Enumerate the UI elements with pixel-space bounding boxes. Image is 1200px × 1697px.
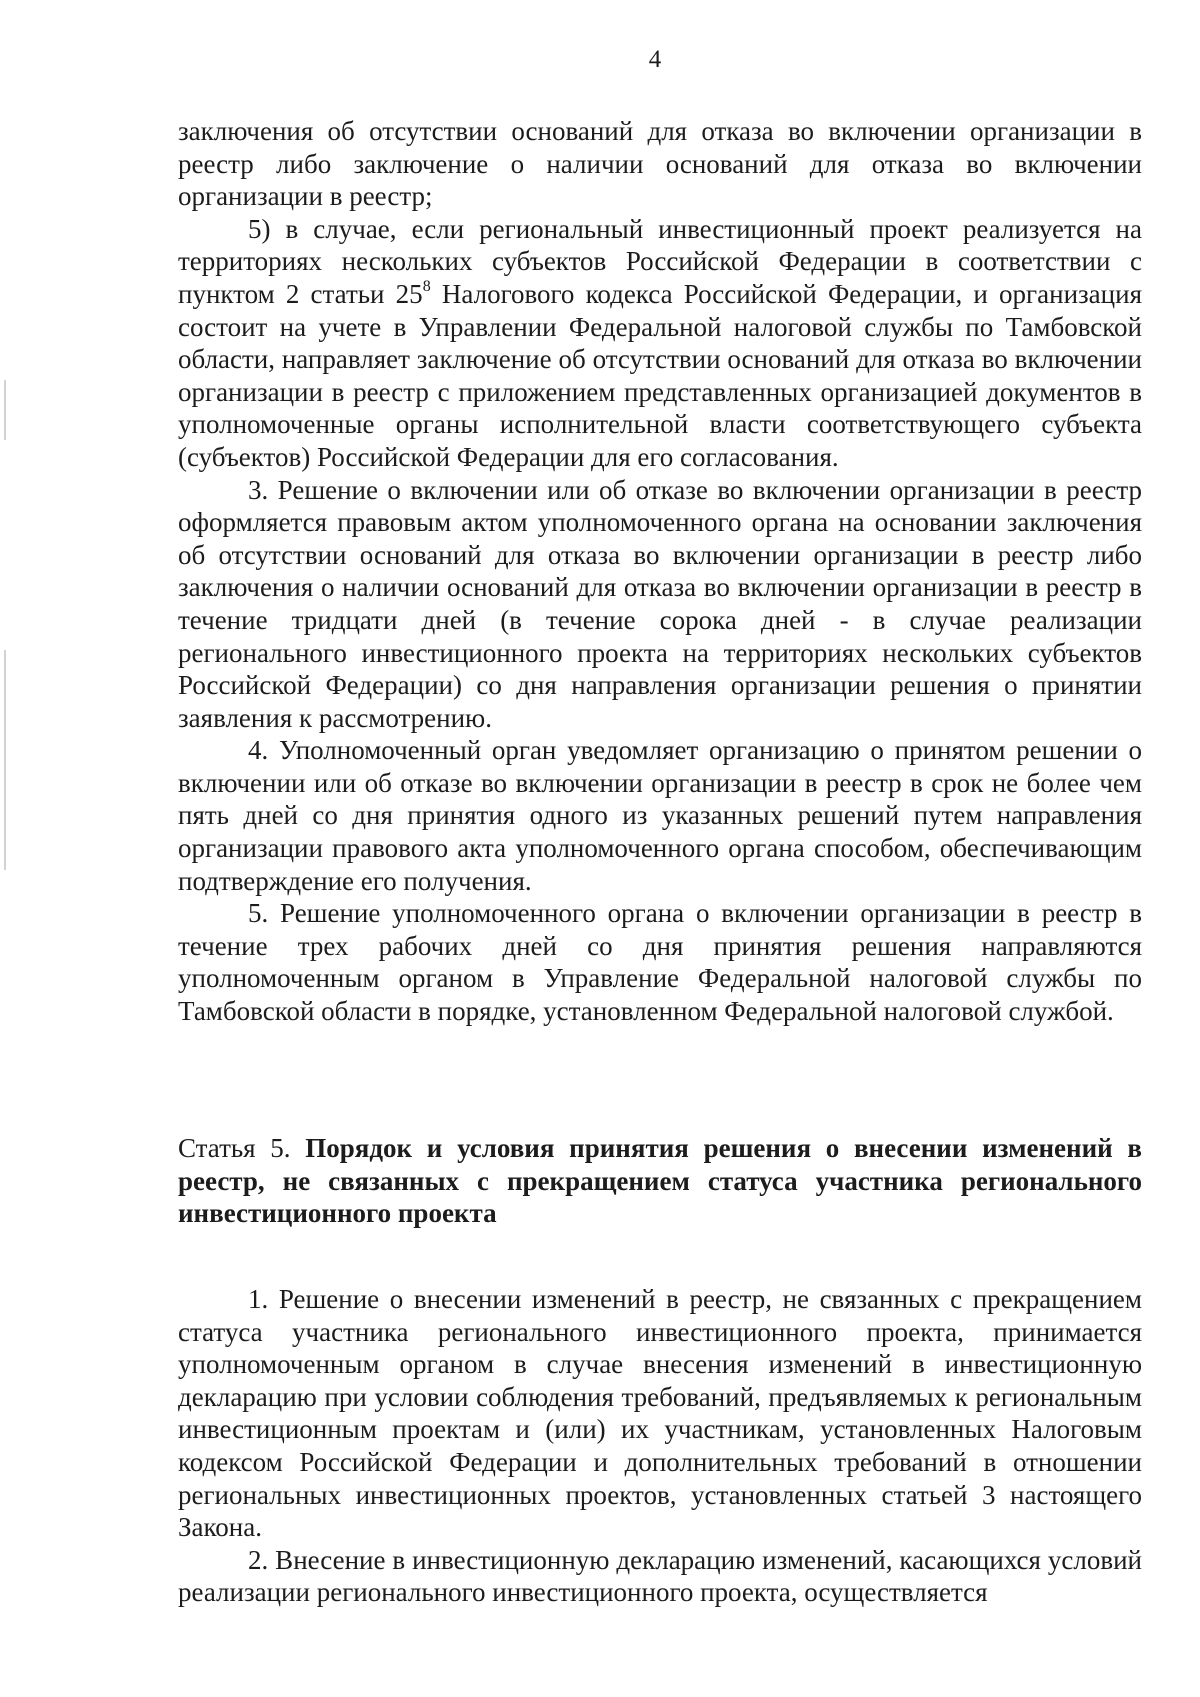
paragraph-4: 4. Уполномоченный орган уведомляет организацию о принятом решении о включении или об отказе во включении организации в реестр в срок не более чем пять дней со дня принятия одного из указанных решений путем направления организации правового акта уполномоченного органа способом, обеспечивающим подтверждение его получения. bbox=[178, 735, 1142, 896]
body-text-bottom bbox=[178, 1283, 1142, 1609]
article-5-paragraph-1: 1. Решение о внесении изменений в реестр, не связанных с прекращением статуса участника регионального инвестиционного проекта, принимается уполномоченным органом в случае внесения изменений в инвестиционную декларацию при условии соблюдения требований, предъявляемых к региональным инвестиционным проектам и (или) их участникам, установленных Налоговым кодексом Российской Федерации и дополнительных требований в отношении региональных инвестиционных проектов, установленных статьей 3 настоящего Закона. bbox=[178, 1284, 1142, 1543]
scan-edge-mark bbox=[4, 380, 6, 440]
item-5-continuation: Налогового кодекса Российской Федерации, и организация состоит на учете в Управлении Федеральной налоговой службы по Тамбовской области, направляет заключение об отсутствии оснований для отказа во включении организации в реестр с приложением представленных организацией документов в уполномоченные органы исполнительной власти соответствующего субъекта (субъектов) Российской Федерации для его согласования. bbox=[178, 278, 1142, 472]
article-5-paragraph-2: 2. Внесение в инвестиционную декларацию изменений, касающихся условий реализации регионального инвестиционного проекта, осуществляется bbox=[178, 1544, 1142, 1608]
article-number: Статья 5. bbox=[178, 1133, 291, 1163]
page-number: 4 bbox=[648, 46, 662, 73]
item-5-text: 5) в случае, если региональный инвестиционный проект реализуется на территориях нескольких субъектов Российской Федерации в соответствии с пунктом 2 статьи 25 bbox=[178, 213, 1142, 309]
article-title: Порядок и условия принятия решения о внесении изменений в реестр, не связанных с прекращением статуса участника регионального инвестиционного проекта bbox=[178, 1133, 1142, 1229]
paragraph-5: 5. Решение уполномоченного органа о включении организации в реестр в течение трех рабочих дней со дня принятия решения направляются уполномоченным органом в Управление Федеральной налоговой службы по Тамбовской области в порядке, установленном Федеральной налоговой службой. bbox=[178, 898, 1142, 1027]
body-text-top bbox=[178, 115, 1142, 1028]
paragraph-3: 3. Решение о включении или об отказе во включении организации в реестр оформляется правовым актом уполномоченного органа на основании заключения об отсутствии оснований для отказа во включении организации в реестр либо заключения о наличии оснований для отказа во включении организации в реестр в течение тридцати дней (в течение сорока дней - в случае реализации регионального инвестиционного проекта на территориях нескольких субъектов Российской Федерации) со дня направления организации решения о принятии заявления к рассмотрению. bbox=[178, 474, 1142, 733]
scan-edge-mark bbox=[4, 650, 6, 870]
article-superscript: 8 bbox=[422, 277, 431, 295]
article-heading-block bbox=[178, 1132, 1142, 1230]
paragraph-item-5 bbox=[178, 213, 1142, 474]
paragraph-continuation: заключения об отсутствии оснований для отказа во включении организации в реестр либо заключение о наличии оснований для отказа во включении организации в реестр; bbox=[178, 116, 1142, 212]
article-heading bbox=[178, 1132, 1142, 1230]
